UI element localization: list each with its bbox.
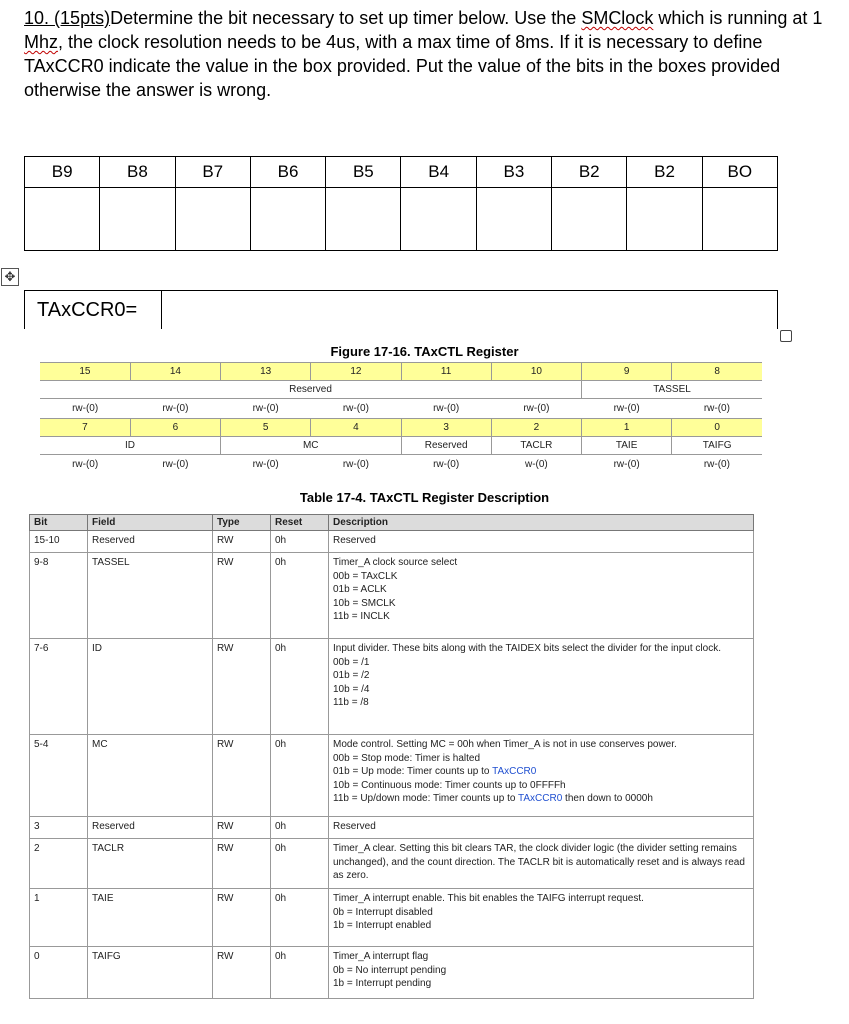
- column-header: Bit: [30, 515, 88, 531]
- description-text: 0b = Interrupt disabled: [333, 906, 433, 918]
- cell-description: [329, 947, 754, 999]
- description-line: [333, 977, 749, 991]
- bit-number: 8: [672, 363, 762, 381]
- bit-number: 9: [582, 363, 672, 381]
- access-type: rw-(0): [162, 459, 189, 470]
- bit-number: 7: [40, 419, 130, 437]
- cell-description: [329, 889, 754, 947]
- table-row: [30, 735, 754, 817]
- field-taifg: TAIFG: [672, 437, 762, 455]
- bit-number: 10: [491, 363, 581, 381]
- description-text: 1b = Interrupt pending: [333, 978, 432, 989]
- cell-bit: 9-8: [30, 553, 88, 639]
- ccr-label: TAxCCR0=: [37, 299, 138, 321]
- cell-reset: 0h: [271, 817, 329, 839]
- bit-header-cell: B2: [627, 157, 702, 188]
- description-text: 11b = INCLK: [333, 611, 390, 622]
- description-text: 1b = Interrupt enabled: [333, 920, 432, 931]
- description-text: Mode control. Setting MC = 00h when Timer_A is not in use conserves power.: [333, 739, 677, 750]
- bit-value-input[interactable]: [702, 188, 777, 251]
- cell-description: [329, 639, 754, 735]
- cell-bit: 1: [30, 889, 88, 947]
- access-type: rw-(0): [72, 403, 99, 414]
- bit-header-cell: BO: [702, 157, 777, 188]
- cell-field: TASSEL: [88, 553, 213, 639]
- register-description-table: [29, 514, 754, 999]
- access-type: rw-(0): [523, 403, 550, 414]
- cell-reset: 0h: [271, 889, 329, 947]
- description-text: 01b = ACLK: [333, 584, 387, 595]
- bit-number: 12: [311, 363, 401, 381]
- cell-description: [329, 735, 754, 817]
- description-line: [333, 683, 749, 697]
- spell-underline-mhz: Mhz: [24, 32, 59, 52]
- bit-header-cell: B7: [175, 157, 250, 188]
- move-handle-icon[interactable]: ✥: [1, 268, 19, 286]
- description-line: [333, 597, 749, 611]
- description-line: [333, 950, 749, 964]
- description-line: [333, 534, 749, 548]
- cell-reset: 0h: [271, 947, 329, 999]
- bit-header-cell: B5: [326, 157, 401, 188]
- description-text: Timer_A interrupt flag: [333, 951, 429, 962]
- cell-field: TAIFG: [88, 947, 213, 999]
- access-type: rw-(0): [252, 403, 279, 414]
- question-number: 10. (15pts): [24, 8, 111, 28]
- description-line: [333, 738, 749, 752]
- field-id: ID: [40, 437, 221, 455]
- bit-number: 14: [130, 363, 220, 381]
- cell-type: RW: [213, 817, 271, 839]
- access-type: rw-(0): [613, 459, 640, 470]
- description-line: [333, 892, 749, 906]
- cell-reset: 0h: [271, 553, 329, 639]
- field-reserved-lower: Reserved: [401, 437, 491, 455]
- table-row: [30, 531, 754, 553]
- description-line: [333, 696, 749, 710]
- description-text: Timer_A clock source select: [333, 557, 458, 568]
- bit-header-cell: B6: [250, 157, 325, 188]
- table-row: [30, 889, 754, 947]
- description-line: [333, 583, 749, 597]
- figure-title: Figure 17-16. TAxCTL Register: [330, 344, 519, 359]
- field-taclr: TACLR: [491, 437, 581, 455]
- resize-handle[interactable]: [780, 330, 792, 342]
- description-text: 10b = SMCLK: [333, 597, 396, 609]
- bit-number: 2: [491, 419, 581, 437]
- register-link: TAxCCR0: [518, 793, 563, 804]
- description-text: 11b = /8: [333, 697, 369, 708]
- description-line: [333, 779, 749, 793]
- description-line: [333, 669, 749, 683]
- cell-type: RW: [213, 531, 271, 553]
- cell-type: RW: [213, 735, 271, 817]
- cell-reset: 0h: [271, 639, 329, 735]
- description-text: Reserved: [333, 821, 376, 832]
- bit-number: 5: [221, 419, 311, 437]
- bit-number: 3: [401, 419, 491, 437]
- description-text: 00b = TAxCLK: [333, 570, 398, 582]
- column-header: Reset: [271, 515, 329, 531]
- bit-value-input[interactable]: [476, 188, 551, 251]
- cell-bit: 3: [30, 817, 88, 839]
- access-type: rw-(0): [433, 459, 460, 470]
- description-text: Input divider. These bits along with the TAIDEX bits select the divider for the input clock.: [333, 643, 721, 654]
- access-type: rw-(0): [613, 403, 640, 414]
- cell-reset: 0h: [271, 531, 329, 553]
- bit-number: 4: [311, 419, 401, 437]
- description-line: [333, 752, 749, 766]
- cell-type: RW: [213, 947, 271, 999]
- table-row: [30, 947, 754, 999]
- access-type: rw-(0): [72, 459, 99, 470]
- bit-number: 6: [130, 419, 220, 437]
- cell-field: ID: [88, 639, 213, 735]
- cell-field: TAIE: [88, 889, 213, 947]
- bit-value-input[interactable]: [250, 188, 325, 251]
- description-text: Timer_A interrupt enable. This bit enables the TAIFG interrupt request.: [333, 893, 644, 904]
- bit-number: 11: [401, 363, 491, 381]
- description-text: 01b = /2: [333, 670, 370, 681]
- access-type: rw-(0): [433, 403, 460, 414]
- spell-underline-smclock: SMClock: [581, 8, 654, 28]
- description-text: 00b = /1: [333, 656, 370, 668]
- cell-description: [329, 553, 754, 639]
- description-text: 11b = Up/down mode: Timer counts up to: [333, 793, 519, 804]
- cell-bit: 2: [30, 839, 88, 889]
- cell-description: [329, 531, 754, 553]
- cell-reset: 0h: [271, 735, 329, 817]
- cell-bit: 7-6: [30, 639, 88, 735]
- description-line: [333, 642, 749, 656]
- table-row: [30, 839, 754, 889]
- description-text: then down to 0000h: [562, 793, 653, 804]
- access-type: rw-(0): [342, 403, 369, 414]
- description-text: 01b = Up mode: Timer counts up to: [333, 766, 493, 777]
- bit-value-input[interactable]: [627, 188, 702, 251]
- field-tassel: TASSEL: [582, 381, 763, 399]
- field-reserved-upper: Reserved: [40, 381, 582, 399]
- field-mc: MC: [221, 437, 402, 455]
- bit-number: 13: [221, 363, 311, 381]
- ccr-input-caret[interactable]: [161, 291, 162, 329]
- bit-value-input[interactable]: [552, 188, 627, 251]
- description-line: [333, 610, 749, 624]
- register-link: TAxCCR0: [492, 766, 537, 777]
- cell-bit: 5-4: [30, 735, 88, 817]
- access-type: rw-(0): [162, 403, 189, 414]
- bit-header-cell: B9: [25, 157, 100, 188]
- bit-number: 15: [40, 363, 130, 381]
- cell-type: RW: [213, 889, 271, 947]
- cell-field: TACLR: [88, 839, 213, 889]
- cell-bit: 0: [30, 947, 88, 999]
- description-line: [333, 964, 749, 978]
- description-line: [333, 556, 749, 570]
- description-line: [333, 792, 749, 806]
- bit-header-cell: B2: [552, 157, 627, 188]
- bit-header-cell: B8: [100, 157, 175, 188]
- bit-number: 1: [582, 419, 672, 437]
- bit-value-input[interactable]: [25, 188, 100, 251]
- description-text: 0b = No interrupt pending: [333, 964, 447, 976]
- bit-header-cell: B3: [476, 157, 551, 188]
- bit-value-input[interactable]: [100, 188, 175, 251]
- column-header: Type: [213, 515, 271, 531]
- cell-type: RW: [213, 839, 271, 889]
- access-type: rw-(0): [703, 403, 730, 414]
- bit-value-input[interactable]: [401, 188, 476, 251]
- access-type: rw-(0): [252, 459, 279, 470]
- bit-value-input[interactable]: [326, 188, 401, 251]
- description-line: [333, 842, 749, 883]
- description-line: [333, 919, 749, 933]
- cell-field: MC: [88, 735, 213, 817]
- cell-type: RW: [213, 639, 271, 735]
- description-line: [333, 906, 749, 920]
- access-type: rw-(0): [342, 459, 369, 470]
- cell-field: Reserved: [88, 531, 213, 553]
- answer-bit-table: [24, 156, 778, 251]
- cell-field: Reserved: [88, 817, 213, 839]
- cell-type: RW: [213, 553, 271, 639]
- bit-value-input[interactable]: [175, 188, 250, 251]
- bit-header-cell: B4: [401, 157, 476, 188]
- description-text: Timer_A clear. Setting this bit clears TAR, the clock divider logic (the divider setting remains unchanged), and the count direction. The TACLR bit is automatically reset and is always read as zero.: [333, 843, 745, 881]
- cell-reset: 0h: [271, 839, 329, 889]
- cell-bit: 15-10: [30, 531, 88, 553]
- description-text: Reserved: [333, 535, 376, 546]
- description-text: 10b = /4: [333, 683, 370, 695]
- description-line: [333, 656, 749, 670]
- bit-number: 0: [672, 419, 762, 437]
- description-text: 00b = Stop mode: Timer is halted: [333, 752, 481, 764]
- cell-description: [329, 839, 754, 889]
- field-taie: TAIE: [582, 437, 672, 455]
- description-line: [333, 570, 749, 584]
- table-row: [30, 553, 754, 639]
- cell-description: [329, 817, 754, 839]
- table-row: [30, 639, 754, 735]
- column-header: Description: [329, 515, 754, 531]
- description-text: 10b = Continuous mode: Timer counts up to 0FFFFh: [333, 779, 566, 791]
- description-line: [333, 765, 749, 779]
- column-header: Field: [88, 515, 213, 531]
- description-line: [333, 820, 749, 834]
- table-row: [30, 817, 754, 839]
- table-title: Table 17-4. TAxCTL Register Description: [299, 490, 550, 505]
- register-figure: [40, 362, 762, 474]
- ccr-answer-box: [24, 290, 778, 329]
- access-type: rw-(0): [703, 459, 730, 470]
- access-type: w-(0): [524, 459, 548, 470]
- question-text: 10. (15pts)Determine the bit necessary to set up timer below. Use the SMClock which is running at 1 Mhz, the clock resolution needs to be 4us, with a max time of 8ms. If it is necessary to define TAxCCR0 indicate the value in the box provided. Put the value of the bits in the boxes provided otherwise the answer is wrong.: [24, 8, 823, 100]
